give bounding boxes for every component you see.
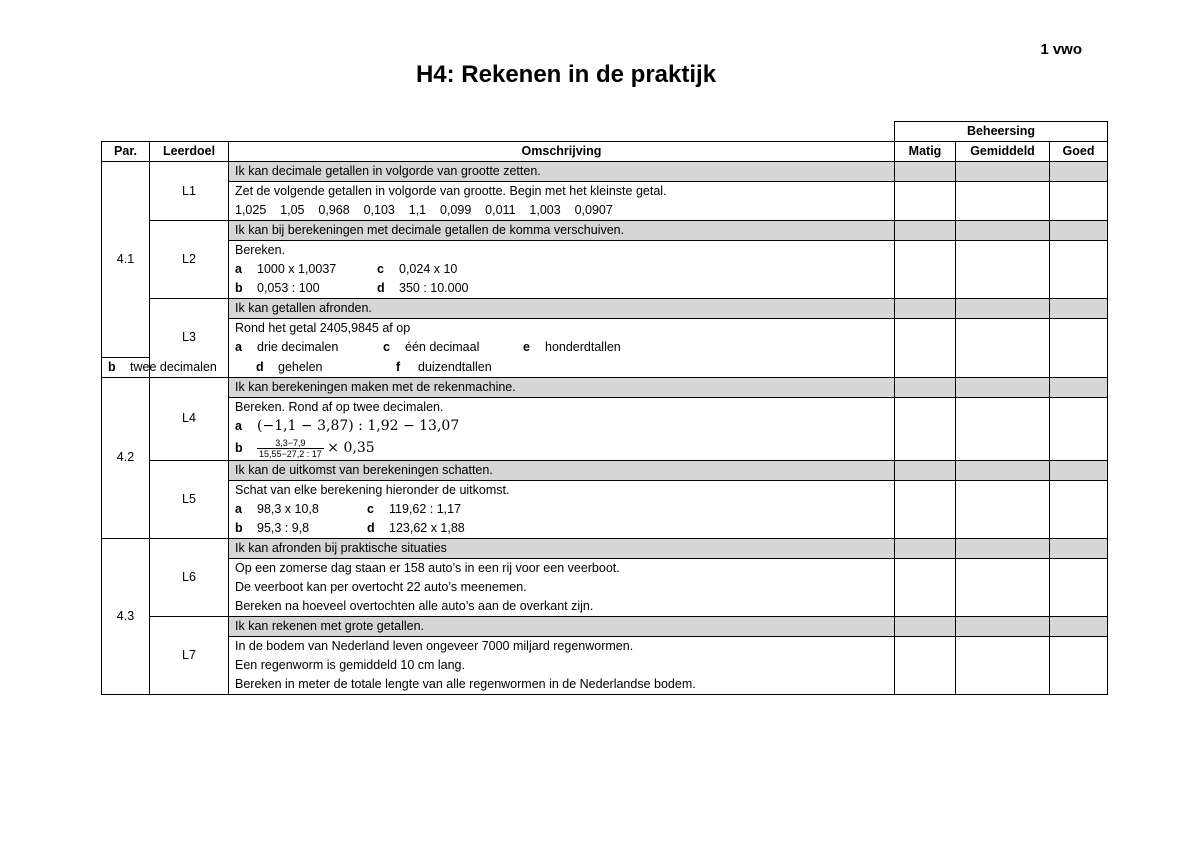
description-line: Zet de volgende getallen in volgorde van grootte. Begin met het kleinste getal. bbox=[229, 182, 895, 202]
goed-check[interactable] bbox=[1050, 480, 1108, 538]
col-gemiddeld: Gemiddeld bbox=[956, 142, 1050, 162]
table-row bbox=[102, 480, 1108, 500]
table-row bbox=[102, 241, 1108, 261]
exercise-text: één decimaal bbox=[405, 340, 480, 354]
exercise-label: d bbox=[377, 281, 385, 295]
description-line: Schat van elke berekening hieronder de uitkomst. bbox=[229, 480, 895, 500]
gemiddeld-check[interactable] bbox=[956, 182, 1050, 221]
exercise-label: b bbox=[235, 440, 243, 455]
matig-check[interactable] bbox=[895, 241, 956, 299]
table-row bbox=[102, 221, 1108, 241]
goal-text: Ik kan getallen afronden. bbox=[229, 299, 895, 319]
description-line: Bereken. bbox=[229, 241, 895, 261]
leerdoel-cell: L7 bbox=[150, 616, 229, 694]
description-line: Rond het getal 2405,9845 af op bbox=[229, 319, 895, 339]
goed-check[interactable] bbox=[1050, 616, 1108, 636]
exercise-label: f bbox=[396, 359, 401, 374]
exercise-text: 95,3 : 9,8 bbox=[257, 520, 310, 535]
exercise-text: drie decimalen bbox=[257, 340, 339, 354]
description-line: Een regenworm is gemiddeld 10 cm lang. bbox=[229, 656, 895, 675]
table-row bbox=[102, 538, 1108, 558]
exercise-text: 0,053 : 100 bbox=[257, 281, 320, 295]
description-line: Bereken in meter de totale lengte van alle regenwormen in de Nederlandse bodem. bbox=[229, 675, 895, 695]
beheersing-header: Beheersing bbox=[895, 122, 1108, 142]
column-header-row bbox=[102, 142, 1108, 162]
leerdoel-cell: L2 bbox=[150, 221, 229, 299]
exercise-label: c bbox=[367, 501, 374, 516]
description-line: De veerboot kan per overtocht 22 auto’s meenemen. bbox=[229, 578, 895, 597]
table-row bbox=[102, 319, 1108, 339]
leerdoel-cell: L3 bbox=[150, 299, 229, 378]
gemiddeld-check[interactable] bbox=[956, 460, 1050, 480]
exercise-text: honderdtallen bbox=[545, 340, 621, 354]
col-matig: Matig bbox=[895, 142, 956, 162]
gemiddeld-check[interactable] bbox=[956, 616, 1050, 636]
exercise-line bbox=[102, 357, 492, 377]
exercise-label: a bbox=[235, 340, 242, 354]
leerdoel-cell: L6 bbox=[150, 538, 229, 616]
gemiddeld-check[interactable] bbox=[956, 377, 1050, 397]
matig-check[interactable] bbox=[895, 182, 956, 221]
exercise-label: b bbox=[108, 359, 116, 374]
learning-goals-table bbox=[101, 121, 1108, 695]
leerdoel-cell: L5 bbox=[150, 460, 229, 538]
fraction-numerator: 3,3−7,9 bbox=[257, 438, 324, 449]
goal-text: Ik kan afronden bij praktische situaties bbox=[229, 538, 895, 558]
goed-check[interactable] bbox=[1050, 558, 1108, 616]
exercise-text: twee decimalen bbox=[130, 359, 217, 374]
goed-check[interactable] bbox=[1050, 636, 1108, 694]
exercise-label: d bbox=[367, 520, 375, 535]
exercise-label: a bbox=[235, 501, 242, 516]
gemiddeld-check[interactable] bbox=[956, 538, 1050, 558]
table-row bbox=[102, 397, 1108, 417]
goed-check[interactable] bbox=[1050, 182, 1108, 221]
col-par: Par. bbox=[102, 142, 150, 162]
table-row bbox=[102, 299, 1108, 319]
goed-check[interactable] bbox=[1050, 299, 1108, 319]
goed-check[interactable] bbox=[1050, 377, 1108, 397]
exercise-text: 0,024 x 10 bbox=[399, 262, 458, 276]
matig-check[interactable] bbox=[895, 162, 956, 182]
leerdoel-cell: L1 bbox=[150, 162, 229, 221]
exercise-label: a bbox=[235, 262, 242, 276]
goal-text: Ik kan bij berekeningen met decimale getallen de komma verschuiven. bbox=[229, 221, 895, 241]
exercise-text: 123,62 x 1,88 bbox=[389, 520, 465, 535]
description-line: Bereken. Rond af op twee decimalen. bbox=[229, 397, 895, 417]
exercise-text: gehelen bbox=[278, 359, 323, 374]
matig-check[interactable] bbox=[895, 377, 956, 397]
col-goed: Goed bbox=[1050, 142, 1108, 162]
matig-check[interactable] bbox=[895, 299, 956, 319]
exercise-text: 1000 x 1,0037 bbox=[257, 262, 337, 276]
goed-check[interactable] bbox=[1050, 241, 1108, 299]
col-omschrijving: Omschrijving bbox=[229, 142, 895, 162]
gemiddeld-check[interactable] bbox=[956, 319, 1050, 378]
exercise-text: duizendtallen bbox=[418, 359, 492, 374]
matig-check[interactable] bbox=[895, 397, 956, 460]
gemiddeld-check[interactable] bbox=[956, 397, 1050, 460]
matig-check[interactable] bbox=[895, 558, 956, 616]
class-label: 1 vwo bbox=[1040, 41, 1082, 58]
exercise-label: c bbox=[383, 340, 390, 354]
gemiddeld-check[interactable] bbox=[956, 636, 1050, 694]
description-line: In de bodem van Nederland leven ongeveer 7000 miljard regenwormen. bbox=[229, 636, 895, 656]
table-row bbox=[102, 558, 1108, 578]
formula: × 0,35 bbox=[327, 439, 375, 456]
par-cell: 4.2 bbox=[102, 377, 150, 538]
exercise-label: b bbox=[235, 281, 243, 295]
exercise-text: 350 : 10.000 bbox=[399, 281, 469, 295]
exercise-text: 119,62 : 1,17 bbox=[389, 501, 462, 516]
table-row bbox=[102, 182, 1108, 202]
description-line: 1,025 1,05 0,968 0,103 1,1 0,099 0,011 1,003 0,0907 bbox=[229, 201, 895, 221]
formula: (−1,1 − 3,87) : 1,92 − 13,07 bbox=[257, 417, 460, 434]
fraction bbox=[257, 438, 324, 459]
matig-check[interactable] bbox=[895, 636, 956, 694]
exercise-line bbox=[229, 417, 895, 436]
description-line: Op een zomerse dag staan er 158 auto’s in een rij voor een veerboot. bbox=[229, 558, 895, 578]
table-row bbox=[102, 616, 1108, 636]
exercise-label: c bbox=[377, 262, 384, 276]
matig-check[interactable] bbox=[895, 480, 956, 538]
gemiddeld-check[interactable] bbox=[956, 162, 1050, 182]
goed-check[interactable] bbox=[1050, 460, 1108, 480]
exercise-line bbox=[229, 500, 895, 519]
par-cell: 4.1 bbox=[102, 162, 150, 358]
exercise-label: a bbox=[235, 418, 242, 433]
exercise-line bbox=[229, 436, 895, 461]
gemiddeld-check[interactable] bbox=[956, 558, 1050, 616]
goed-check[interactable] bbox=[1050, 319, 1108, 378]
description-line: Bereken na hoeveel overtochten alle auto’s aan de overkant zijn. bbox=[229, 597, 895, 617]
table-row bbox=[102, 377, 1108, 397]
par-cell: 4.3 bbox=[102, 538, 150, 694]
goed-check[interactable] bbox=[1050, 538, 1108, 558]
matig-check[interactable] bbox=[895, 460, 956, 480]
gemiddeld-check[interactable] bbox=[956, 480, 1050, 538]
matig-check[interactable] bbox=[895, 538, 956, 558]
goed-check[interactable] bbox=[1050, 221, 1108, 241]
exercise-text: 98,3 x 10,8 bbox=[257, 501, 319, 516]
exercise-label: d bbox=[256, 359, 264, 374]
matig-check[interactable] bbox=[895, 221, 956, 241]
col-leerdoel: Leerdoel bbox=[150, 142, 229, 162]
matig-check[interactable] bbox=[895, 616, 956, 636]
table-row bbox=[102, 636, 1108, 656]
exercise-line bbox=[229, 279, 895, 299]
table-row bbox=[102, 460, 1108, 480]
goal-text: Ik kan berekeningen maken met de rekenmachine. bbox=[229, 377, 895, 397]
gemiddeld-check[interactable] bbox=[956, 221, 1050, 241]
page-title: H4: Rekenen in de praktijk bbox=[415, 61, 717, 88]
leerdoel-cell: L4 bbox=[150, 377, 229, 460]
goed-check[interactable] bbox=[1050, 162, 1108, 182]
matig-check[interactable] bbox=[895, 319, 956, 378]
group-header-row bbox=[102, 122, 1108, 142]
goal-text: Ik kan rekenen met grote getallen. bbox=[229, 616, 895, 636]
goal-text: Ik kan de uitkomst van berekeningen schatten. bbox=[229, 460, 895, 480]
exercise-label: e bbox=[523, 340, 530, 354]
exercise-line bbox=[229, 338, 895, 357]
exercise-line bbox=[229, 519, 895, 539]
goed-check[interactable] bbox=[1050, 397, 1108, 460]
goal-text: Ik kan decimale getallen in volgorde van grootte zetten. bbox=[229, 162, 895, 182]
fraction-denominator: 15,55−27,2 : 17 bbox=[259, 448, 322, 459]
exercise-label: b bbox=[235, 520, 243, 535]
gemiddeld-check[interactable] bbox=[956, 299, 1050, 319]
gemiddeld-check[interactable] bbox=[956, 241, 1050, 299]
table-row bbox=[102, 162, 1108, 182]
exercise-line bbox=[229, 260, 895, 279]
